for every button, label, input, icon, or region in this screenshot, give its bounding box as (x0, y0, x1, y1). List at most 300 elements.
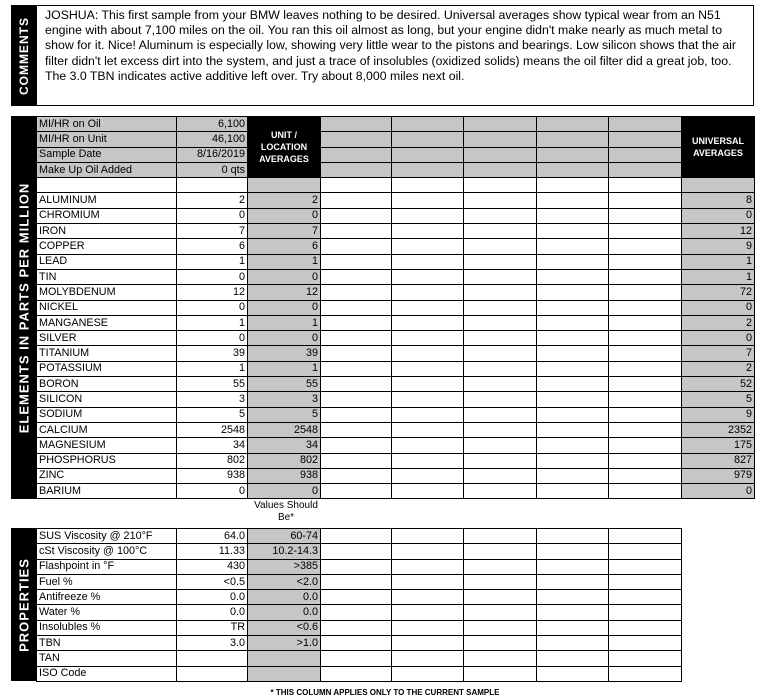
property-blank-cell (321, 636, 392, 651)
property-blank-cell (321, 574, 392, 589)
property-blank-cell (609, 605, 682, 620)
property-blank-cell (537, 544, 609, 559)
property-name: TBN (37, 636, 177, 651)
element-universal-average: 1 (682, 269, 755, 284)
element-row (37, 453, 755, 468)
property-row (37, 636, 755, 651)
element-blank-cell (464, 438, 537, 453)
element-blank-cell (609, 224, 682, 239)
element-blank-cell (609, 346, 682, 361)
property-should-be: 0.0 (248, 590, 321, 605)
sample-info-row (37, 147, 755, 162)
property-blank-cell (464, 651, 537, 666)
spacer-cell (37, 178, 177, 193)
element-value: 0 (177, 300, 248, 315)
element-value: 0 (177, 484, 248, 499)
element-row (37, 239, 755, 254)
element-blank-cell (464, 300, 537, 315)
sample-info-label: MI/HR on Unit (37, 132, 177, 147)
element-blank-cell (537, 224, 609, 239)
element-blank-cell (609, 468, 682, 483)
property-row (37, 590, 755, 605)
element-name: MAGNESIUM (37, 438, 177, 453)
property-blank-cell (537, 574, 609, 589)
element-blank-cell (321, 438, 392, 453)
element-blank-cell (537, 392, 609, 407)
sample-info-blank-cell (321, 147, 392, 162)
property-empty-cell (682, 590, 755, 605)
sample-info-blank-cell (321, 132, 392, 147)
element-universal-average: 52 (682, 377, 755, 392)
element-row (37, 300, 755, 315)
property-blank-cell (464, 620, 537, 635)
property-empty-cell (682, 559, 755, 574)
element-blank-cell (464, 193, 537, 208)
element-blank-cell (392, 300, 464, 315)
element-row (37, 193, 755, 208)
property-value: 3.0 (177, 636, 248, 651)
sample-info-blank-cell (609, 117, 682, 132)
property-should-be: <2.0 (248, 574, 321, 589)
sample-info-value: 46,100 (177, 132, 248, 147)
element-blank-cell (537, 254, 609, 269)
property-row (37, 574, 755, 589)
element-blank-cell (392, 285, 464, 300)
element-value: 0 (177, 208, 248, 223)
element-name: CHROMIUM (37, 208, 177, 223)
element-unit-average: 2548 (248, 422, 321, 437)
spacer-blank-cell (609, 178, 682, 193)
property-value: 430 (177, 559, 248, 574)
element-row (37, 269, 755, 284)
element-blank-cell (609, 269, 682, 284)
property-blank-cell (392, 559, 464, 574)
element-blank-cell (464, 208, 537, 223)
spacer-cell (682, 178, 755, 193)
element-unit-average: 0 (248, 331, 321, 346)
element-blank-cell (464, 377, 537, 392)
element-value: 1 (177, 254, 248, 269)
property-value: TR (177, 620, 248, 635)
element-value: 7 (177, 224, 248, 239)
element-name: LEAD (37, 254, 177, 269)
properties-label-bar (11, 528, 36, 681)
element-row (37, 361, 755, 376)
property-empty-cell (682, 666, 755, 681)
property-blank-cell (464, 559, 537, 574)
element-blank-cell (609, 377, 682, 392)
element-blank-cell (537, 285, 609, 300)
element-universal-average: 1 (682, 254, 755, 269)
property-row (37, 559, 755, 574)
element-blank-cell (392, 193, 464, 208)
element-blank-cell (609, 484, 682, 499)
property-should-be: 0.0 (248, 605, 321, 620)
comments-text: JOSHUA: This first sample from your BMW leaves nothing to be desired. Universal averages show typical wear from an N51 engine with about 7,100 miles on the oil. You ran this oil almost as long, but your engine didn't make nearly as much metal to show for it. Nice! Aluminum is especially low, showing very little wear to the pistons and bearings. Low silicon shows that the air filter didn't let excess dirt into the system, and just a trace of insolubles (oxidized solids) means the oil filter did a great job, too. The 3.0 TBN indicates active additive left over. Try about 8,000 miles next oil. (36, 5, 754, 106)
property-value: 0.0 (177, 605, 248, 620)
element-blank-cell (464, 315, 537, 330)
property-row (37, 529, 755, 544)
sample-info-row (37, 132, 755, 147)
element-blank-cell (392, 392, 464, 407)
element-value: 1 (177, 361, 248, 376)
property-blank-cell (392, 529, 464, 544)
element-blank-cell (392, 331, 464, 346)
property-blank-cell (609, 529, 682, 544)
element-row (37, 392, 755, 407)
element-blank-cell (321, 315, 392, 330)
element-name: SILVER (37, 331, 177, 346)
spacer-blank-cell (464, 178, 537, 193)
element-blank-cell (321, 285, 392, 300)
property-row (37, 666, 755, 681)
property-blank-cell (537, 620, 609, 635)
property-blank-cell (321, 544, 392, 559)
spacer-cell (177, 178, 248, 193)
element-name: CALCIUM (37, 422, 177, 437)
element-universal-average: 9 (682, 239, 755, 254)
element-blank-cell (464, 361, 537, 376)
element-blank-cell (537, 269, 609, 284)
element-blank-cell (464, 239, 537, 254)
element-blank-cell (464, 254, 537, 269)
element-blank-cell (609, 300, 682, 315)
element-name: SILICON (37, 392, 177, 407)
element-unit-average: 12 (248, 285, 321, 300)
property-empty-cell (682, 636, 755, 651)
element-row (37, 422, 755, 437)
element-blank-cell (464, 407, 537, 422)
element-name: ALUMINUM (37, 193, 177, 208)
element-blank-cell (392, 453, 464, 468)
element-value: 0 (177, 331, 248, 346)
property-blank-cell (609, 559, 682, 574)
property-blank-cell (609, 574, 682, 589)
sample-info-value: 0 qts (177, 162, 248, 177)
values-should-be-header: Values Should Be* (250, 500, 322, 526)
element-blank-cell (392, 422, 464, 437)
sample-info-blank-cell (321, 162, 392, 177)
element-blank-cell (537, 239, 609, 254)
property-value: 64.0 (177, 529, 248, 544)
property-blank-cell (464, 590, 537, 605)
element-blank-cell (392, 254, 464, 269)
sample-info-value: 6,100 (177, 117, 248, 132)
element-universal-average: 9 (682, 407, 755, 422)
element-blank-cell (609, 331, 682, 346)
element-blank-cell (392, 208, 464, 223)
element-row (37, 377, 755, 392)
property-blank-cell (392, 666, 464, 681)
element-blank-cell (464, 346, 537, 361)
element-blank-cell (464, 468, 537, 483)
property-blank-cell (537, 605, 609, 620)
spacer-blank-cell (537, 178, 609, 193)
element-blank-cell (392, 315, 464, 330)
property-blank-cell (464, 574, 537, 589)
element-universal-average: 2 (682, 315, 755, 330)
element-value: 802 (177, 453, 248, 468)
element-blank-cell (321, 239, 392, 254)
element-blank-cell (464, 331, 537, 346)
element-blank-cell (321, 208, 392, 223)
property-blank-cell (464, 529, 537, 544)
element-name: BARIUM (37, 484, 177, 499)
element-blank-cell (392, 438, 464, 453)
element-blank-cell (392, 484, 464, 499)
element-unit-average: 6 (248, 239, 321, 254)
spacer-blank-cell (321, 178, 392, 193)
element-unit-average: 0 (248, 269, 321, 284)
property-blank-cell (609, 620, 682, 635)
sample-info-label: Make Up Oil Added (37, 162, 177, 177)
universal-averages-header: UNIVERSAL AVERAGES (682, 117, 755, 178)
property-blank-cell (464, 666, 537, 681)
element-blank-cell (609, 438, 682, 453)
element-blank-cell (464, 285, 537, 300)
property-blank-cell (321, 605, 392, 620)
property-blank-cell (321, 529, 392, 544)
element-blank-cell (321, 392, 392, 407)
element-unit-average: 1 (248, 254, 321, 269)
property-blank-cell (537, 636, 609, 651)
element-blank-cell (464, 224, 537, 239)
spacer-blank-cell (392, 178, 464, 193)
element-blank-cell (464, 392, 537, 407)
elements-table (36, 116, 755, 499)
element-blank-cell (464, 453, 537, 468)
element-blank-cell (609, 422, 682, 437)
property-blank-cell (392, 620, 464, 635)
unit-location-averages-header: UNIT / LOCATION AVERAGES (248, 117, 321, 178)
properties-label: PROPERTIES (16, 557, 31, 652)
element-row (37, 331, 755, 346)
element-universal-average: 7 (682, 346, 755, 361)
property-should-be: 60-74 (248, 529, 321, 544)
element-blank-cell (537, 361, 609, 376)
element-unit-average: 802 (248, 453, 321, 468)
property-name: ISO Code (37, 666, 177, 681)
property-name: Antifreeze % (37, 590, 177, 605)
element-blank-cell (537, 315, 609, 330)
property-blank-cell (537, 559, 609, 574)
element-universal-average: 12 (682, 224, 755, 239)
element-row (37, 285, 755, 300)
element-value: 938 (177, 468, 248, 483)
property-empty-cell (682, 544, 755, 559)
element-value: 55 (177, 377, 248, 392)
element-blank-cell (321, 422, 392, 437)
property-empty-cell (682, 605, 755, 620)
property-should-be (248, 666, 321, 681)
element-universal-average: 72 (682, 285, 755, 300)
property-blank-cell (321, 651, 392, 666)
element-blank-cell (537, 422, 609, 437)
property-row (37, 651, 755, 666)
property-blank-cell (609, 544, 682, 559)
element-unit-average: 34 (248, 438, 321, 453)
property-blank-cell (392, 544, 464, 559)
element-value: 12 (177, 285, 248, 300)
sample-info-blank-cell (537, 117, 609, 132)
element-blank-cell (464, 422, 537, 437)
element-blank-cell (537, 438, 609, 453)
property-blank-cell (392, 651, 464, 666)
property-should-be: >1.0 (248, 636, 321, 651)
sample-info-blank-cell (609, 147, 682, 162)
element-blank-cell (392, 239, 464, 254)
property-blank-cell (392, 636, 464, 651)
property-value: 0.0 (177, 590, 248, 605)
sample-info-blank-cell (537, 132, 609, 147)
element-blank-cell (392, 361, 464, 376)
element-name: NICKEL (37, 300, 177, 315)
property-blank-cell (537, 590, 609, 605)
element-blank-cell (321, 300, 392, 315)
element-unit-average: 39 (248, 346, 321, 361)
element-blank-cell (321, 331, 392, 346)
property-row (37, 605, 755, 620)
property-row (37, 544, 755, 559)
spacer-cell (248, 178, 321, 193)
element-blank-cell (537, 453, 609, 468)
sample-info-blank-cell (464, 162, 537, 177)
sample-info-blank-cell (609, 132, 682, 147)
element-blank-cell (537, 331, 609, 346)
element-blank-cell (321, 468, 392, 483)
element-value: 1 (177, 315, 248, 330)
element-universal-average: 0 (682, 484, 755, 499)
element-value: 34 (177, 438, 248, 453)
element-blank-cell (321, 346, 392, 361)
property-empty-cell (682, 574, 755, 589)
property-name: cSt Viscosity @ 100°C (37, 544, 177, 559)
element-value: 3 (177, 392, 248, 407)
property-value (177, 651, 248, 666)
element-name: TITANIUM (37, 346, 177, 361)
property-value: 11.33 (177, 544, 248, 559)
property-name: Fuel % (37, 574, 177, 589)
element-universal-average: 2 (682, 361, 755, 376)
property-blank-cell (392, 590, 464, 605)
property-blank-cell (321, 559, 392, 574)
element-blank-cell (321, 254, 392, 269)
property-blank-cell (464, 636, 537, 651)
comments-label: COMMENTS (16, 16, 31, 95)
element-row (37, 468, 755, 483)
sample-info-row (37, 117, 755, 132)
sample-info-blank-cell (464, 117, 537, 132)
sample-info-blank-cell (609, 162, 682, 177)
property-blank-cell (609, 590, 682, 605)
element-blank-cell (321, 224, 392, 239)
property-name: Water % (37, 605, 177, 620)
property-empty-cell (682, 651, 755, 666)
element-blank-cell (537, 484, 609, 499)
element-blank-cell (321, 377, 392, 392)
element-blank-cell (464, 269, 537, 284)
sample-info-blank-cell (392, 132, 464, 147)
element-blank-cell (537, 468, 609, 483)
element-blank-cell (609, 285, 682, 300)
element-blank-cell (392, 377, 464, 392)
element-blank-cell (609, 407, 682, 422)
element-blank-cell (609, 392, 682, 407)
element-unit-average: 55 (248, 377, 321, 392)
element-blank-cell (321, 193, 392, 208)
property-blank-cell (609, 651, 682, 666)
sample-info-blank-cell (537, 147, 609, 162)
sample-info-blank-cell (464, 132, 537, 147)
property-should-be (248, 651, 321, 666)
element-blank-cell (609, 361, 682, 376)
property-blank-cell (392, 574, 464, 589)
element-value: 2 (177, 193, 248, 208)
element-universal-average: 0 (682, 208, 755, 223)
property-empty-cell (682, 620, 755, 635)
element-universal-average: 827 (682, 453, 755, 468)
element-unit-average: 7 (248, 224, 321, 239)
element-row (37, 438, 755, 453)
element-row (37, 315, 755, 330)
element-blank-cell (609, 254, 682, 269)
element-universal-average: 8 (682, 193, 755, 208)
element-unit-average: 5 (248, 407, 321, 422)
element-name: IRON (37, 224, 177, 239)
element-blank-cell (321, 361, 392, 376)
element-blank-cell (392, 346, 464, 361)
element-row (37, 407, 755, 422)
element-blank-cell (392, 468, 464, 483)
property-should-be: <0.6 (248, 620, 321, 635)
element-blank-cell (537, 193, 609, 208)
element-name: SODIUM (37, 407, 177, 422)
property-blank-cell (464, 544, 537, 559)
property-blank-cell (537, 529, 609, 544)
element-value: 2548 (177, 422, 248, 437)
sample-info-blank-cell (537, 162, 609, 177)
property-should-be: 10.2-14.3 (248, 544, 321, 559)
property-blank-cell (321, 620, 392, 635)
element-blank-cell (321, 407, 392, 422)
element-row (37, 254, 755, 269)
property-empty-cell (682, 529, 755, 544)
element-name: COPPER (37, 239, 177, 254)
element-blank-cell (392, 407, 464, 422)
property-blank-cell (537, 651, 609, 666)
elements-label-bar (11, 116, 36, 499)
element-unit-average: 938 (248, 468, 321, 483)
property-name: Insolubles % (37, 620, 177, 635)
element-unit-average: 0 (248, 208, 321, 223)
element-unit-average: 3 (248, 392, 321, 407)
element-blank-cell (537, 300, 609, 315)
sample-info-blank-cell (321, 117, 392, 132)
element-row (37, 484, 755, 499)
footnote: * THIS COLUMN APPLIES ONLY TO THE CURRENT SAMPLE (270, 688, 500, 697)
element-row (37, 346, 755, 361)
element-universal-average: 0 (682, 300, 755, 315)
property-blank-cell (321, 666, 392, 681)
property-name: SUS Viscosity @ 210°F (37, 529, 177, 544)
property-value: <0.5 (177, 574, 248, 589)
element-universal-average: 979 (682, 468, 755, 483)
sample-info-blank-cell (392, 162, 464, 177)
element-unit-average: 1 (248, 361, 321, 376)
element-unit-average: 2 (248, 193, 321, 208)
element-blank-cell (392, 224, 464, 239)
element-universal-average: 175 (682, 438, 755, 453)
